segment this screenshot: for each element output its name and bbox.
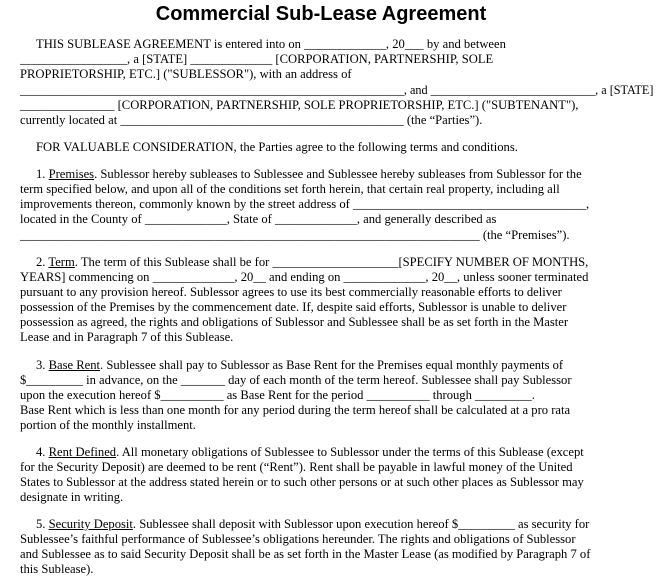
section-line-security-deposit bbox=[36, 517, 589, 532]
section-number: 2. bbox=[36, 255, 46, 269]
section-line: possession as agreed, the rights and obligations of Sublessor and Sublessee shall be as set forth in the Master bbox=[20, 315, 569, 329]
section-line: term specified below, and upon all of the conditions set forth herein, that certain real property, including all bbox=[20, 182, 560, 196]
section-heading-premises: Premises bbox=[48, 167, 95, 181]
section-line: located in the County of _____________, State of _____________, and generally described as bbox=[20, 212, 497, 226]
section-line: YEARS] commencing on _____________, 20__ and ending on _____________, 20__, unless sooner terminated bbox=[20, 270, 589, 284]
section-line-premises bbox=[36, 167, 582, 182]
section-number: 1. bbox=[36, 167, 46, 181]
section-text: . Sublessor hereby subleases to Sublessee and Sublessee hereby subleases from Sublessor for the bbox=[94, 167, 582, 181]
section-line: for the Security Deposit) are deemed to be rent (“Rent”). Rent shall be payable in lawful money of the United bbox=[20, 460, 573, 474]
intro-line: _______________ [CORPORATION, PARTNERSHIP, SOLE PROPRIETORSHIP, ETC.] ("SUBTENANT"), bbox=[20, 98, 579, 112]
intro-line: currently located at _____________________________________________ (the “Parties”). bbox=[20, 113, 483, 127]
section-line-base-rent bbox=[36, 358, 563, 373]
section-text: . All monetary obligations of Sublessee to Sublessor under the terms of this Sublease (except bbox=[116, 445, 584, 459]
section-line: States to Sublessor at the address stated herein or to such other persons or at such other places as Sublessor may bbox=[20, 475, 584, 489]
intro-line: _________________, a [STATE] _____________ [CORPORATION, PARTNERSHIP, SOLE bbox=[20, 52, 494, 66]
section-heading-term: Term bbox=[48, 255, 75, 269]
intro-line: PROPRIETORSHIP, ETC.] ("SUBLESSOR"), with an address of bbox=[20, 67, 352, 81]
section-line: $_________ in advance, on the _______ day of each month of the term hereof. Sublessee shall pay Sublessor bbox=[20, 373, 572, 387]
section-line: Lease and in Paragraph 7 of this Sublease. bbox=[20, 330, 234, 344]
section-line: upon the execution hereof $__________ as Base Rent for the period __________ through _________. bbox=[20, 388, 535, 402]
section-line: this Sublease). bbox=[20, 562, 94, 576]
section-number: 4. bbox=[36, 445, 46, 459]
section-line: portion of the monthly installment. bbox=[20, 418, 196, 432]
section-line: designate in writing. bbox=[20, 490, 124, 504]
section-text: . Sublessee shall pay to Sublessor as Base Rent for the Premises equal monthly payments of bbox=[100, 358, 564, 372]
section-text: . The term of this Sublease shall be for ____________________[SPECIFY NUMBER OF MONTHS, bbox=[74, 255, 589, 269]
section-line: Sublessee’s faithful performance of Sublessee’s obligations hereunder. The rights and obligations of Sublessor bbox=[20, 532, 576, 546]
section-line: Base Rent which is less than one month for any period during the term hereof shall be calculated at a pro rata bbox=[20, 403, 571, 417]
section-heading-security-deposit: Security Deposit bbox=[48, 517, 133, 531]
section-heading-rent-defined: Rent Defined bbox=[48, 445, 117, 459]
section-line-rent-defined bbox=[36, 445, 584, 460]
section-line: possession of the Premises by the commencement date. If, despite said efforts, Sublessor is unable to deliver bbox=[20, 300, 567, 314]
intro-line: THIS SUBLEASE AGREEMENT is entered into on _____________, 20___ by and between bbox=[36, 37, 506, 51]
consideration-paragraph: FOR VALUABLE CONSIDERATION, the Parties agree to the following terms and conditions. bbox=[36, 140, 518, 154]
section-text: . Sublessee shall deposit with Sublessor upon execution hereof $_________ as security for bbox=[132, 517, 590, 531]
section-line-term bbox=[36, 255, 588, 270]
section-line: _________________________________________________________________________ (the “Premises”). bbox=[20, 228, 570, 242]
section-number: 3. bbox=[36, 358, 46, 372]
intro-line: _______________________________________________________________, and ___________________________, a [STATE] bbox=[20, 83, 654, 97]
section-number: 5. bbox=[36, 517, 46, 531]
document-title: Commercial Sub-Lease Agreement bbox=[155, 3, 487, 25]
section-heading-base-rent: Base Rent bbox=[48, 358, 101, 372]
section-line: pursuant to any provision hereof. Sublessor agrees to use its best commercially reasonable efforts to deliver bbox=[20, 285, 562, 299]
section-line: improvements thereon, commonly known by the street address of _____________________________________, bbox=[20, 197, 590, 211]
section-line: and Sublessee as to said Security Deposit shall be as set forth in the Master Lease (as modified by Paragraph 7 of bbox=[20, 547, 591, 561]
